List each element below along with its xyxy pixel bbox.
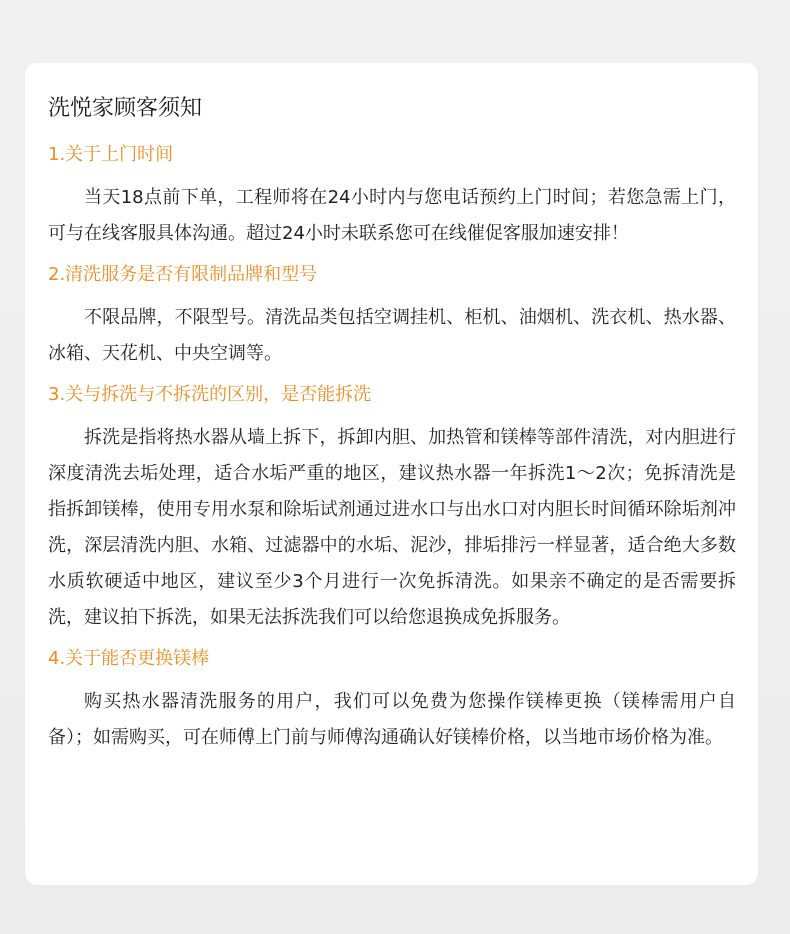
notice-title: 洗悦家顾客须知: [48, 96, 203, 121]
section-body-disassembly: 拆洗是指将热水器从墙上拆下，拆卸内胆、加热管和镁棒等部件清洗，对内胆进行深度清洗去垢处理，适合水垢严重的地区，建议热水器一年拆洗1～2次；免拆清洗是指拆卸镁棒，使用专用水泵和除垢试剂通过进水口与出水口对内胆长时间循环除垢剂冲洗，深层清洗内胆、水箱、过滤器中的水垢、泥沙，排垢排污一样显著，适合绝大多数水质软硬适中地区，建议至少3个月进行一次免拆清洗。如果亲不确定的是否需要拆洗，建议拍下拆洗，如果无法拆洗我们可以给您退换成免拆服务。: [48, 427, 736, 628]
section-body-magnesium-rod: 购买热水器清洗服务的用户，我们可以免费为您操作镁棒更换（镁棒需用户自备）；如需购买，可在师傅上门前与师傅沟通确认好镁棒价格，以当地市场价格为准。: [48, 691, 736, 748]
section-heading-disassembly: 3.关与拆洗与不拆洗的区别，是否能拆洗: [48, 384, 372, 405]
section-heading-brand-limit: 2.清洗服务是否有限制品牌和型号: [48, 264, 318, 285]
section-body-door-time: 当天18点前下单，工程师将在24小时内与您电话预约上门时间；若您急需上门，可与在线客服具体沟通。超过24小时未联系您可在线催促客服加速安排！: [48, 187, 736, 244]
section-heading-door-time: 1.关于上门时间: [48, 144, 174, 165]
section-heading-magnesium-rod: 4.关于能否更换镁棒: [48, 648, 210, 669]
notice-card: [25, 63, 758, 885]
section-body-brand-limit: 不限品牌，不限型号。清洗品类包括空调挂机、柜机、油烟机、洗衣机、热水器、冰箱、天花机、中央空调等。: [48, 307, 736, 364]
